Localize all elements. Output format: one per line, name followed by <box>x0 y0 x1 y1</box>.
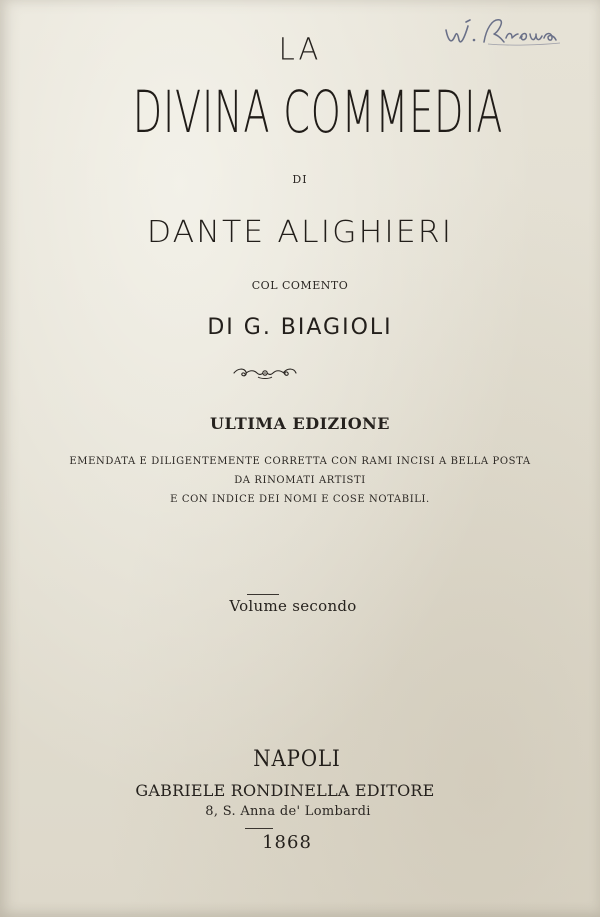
divider-rule <box>247 594 279 595</box>
edition-description-line: EMENDATA E DILIGENTEMENTE CORRETTA CON RAMI INCISI A BELLA POSTA <box>69 456 531 467</box>
commentator-name: DI G. BIAGIOLI <box>207 315 393 340</box>
volume-label: Volume secondo <box>229 597 357 615</box>
commentary-label: COL COMENTO <box>251 279 349 292</box>
floral-ornament-icon <box>232 364 298 382</box>
publisher-name: GABRIELE RONDINELLA EDITORE <box>135 781 435 800</box>
publication-year: 1868 <box>262 832 312 853</box>
publisher-address: 8, S. Anna de' Lombardi <box>205 804 371 819</box>
publication-city: NAPOLI <box>253 747 341 772</box>
title-article: LA <box>278 31 322 67</box>
edition-description-line: E CON INDICE DEI NOMI E COSE NOTABILI. <box>170 494 430 505</box>
book-title: DIVINA COMMEDIA <box>132 78 504 147</box>
edition-heading: ULTIMA EDIZIONE <box>210 414 390 433</box>
author-name: DANTE ALIGHIERI <box>146 215 454 250</box>
divider-rule <box>245 828 273 829</box>
author-preposition: DI <box>292 173 308 186</box>
edition-description-line: DA RINOMATI ARTISTI <box>234 475 366 486</box>
